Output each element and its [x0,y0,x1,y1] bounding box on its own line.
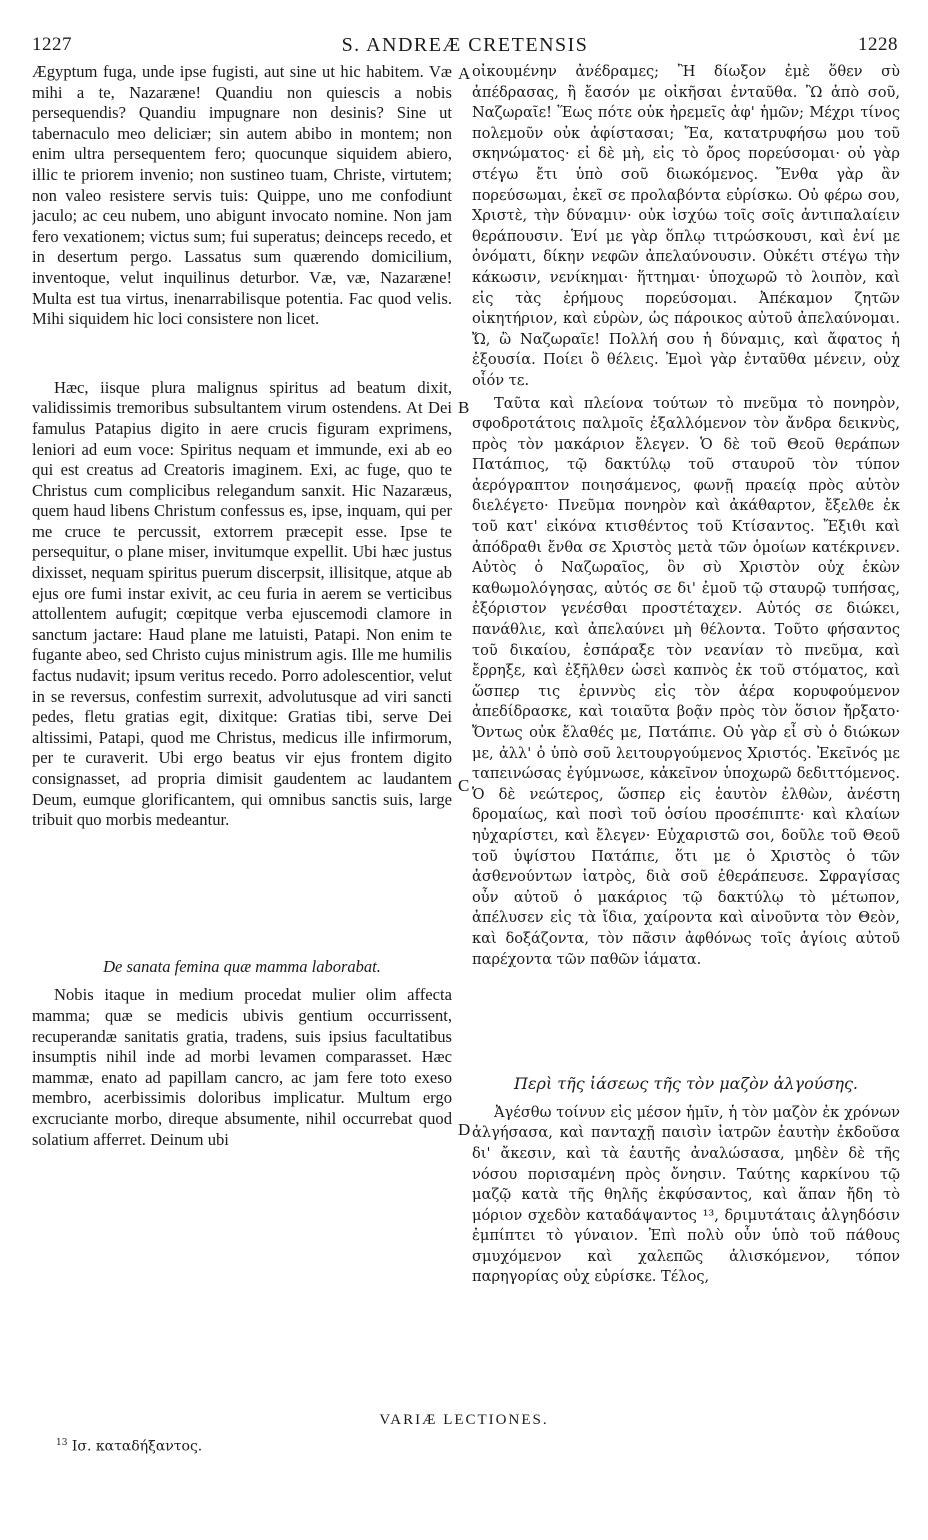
greek-paragraph-3: Ἀγέσθω τοίνυν εἰς μέσον ἡμῖν, ἡ τὸν μαζὸν ἐκ χρόνων ἀλγήσασα, καὶ πανταχῇ παισὶν ἰατρῶν ἑαυτὴν ἐκδοῦσα δι' ἄκεσιν, καὶ τὰ ἑαυτῆς ἀναλώσασα, μηδὲν δὲ τῆς νόσου πορισαμένη πρὸς ὄνησιν. Ταύτης καρκίνου τῷ μαζῷ κατὰ τῆς θηλῆς ἐκφύσαντος, καὶ ἅπαν ἤδη τὸ μόριον σχεδὸν καταδάψαντος ¹³, δριμυτάταις ἀλγηδόσιν ἐμπίπτει τὸ γύναιον. Ἐπὶ πολὺ οὖν ὑπὸ τοῦ πάθους σμυχόμενον καὶ χαλεπῶς ἁλισκόμενον, τόπον παρηγορίας οὐχ εὑρίσκε. Τέλος, [472,1103,900,1286]
running-title: S. ANDREÆ CRETENSIS [341,34,589,56]
latin-section-title: De sanata femina quæ mamma laborabat. [103,956,381,976]
latin-paragraph-1: Ægyptum fuga, unde ipse fugisti, aut sine ut hic habitem. Væ mihi a te, Nazaræne! Quandiu non quiescis a nobis persequendis? Quandiu impugnare non desinis? Sine ut tabernaculo meo deliciær; sin autem abibo in montem; non enim ultra persequentem fero; quocunque siquidem abiero, illic te priorem invenio; non sustineo tuam, Christe, virtutem; non valeo resistere servis tuis: Quippe, uno me confodiunt jaculo; ac ceu nubem, uno abigunt invocato nomine. Non jam fero vexationem; victus sum; fui superatus; deinceps recedo, et in desertum pergo. Lassatus sum quærendo domicilium, inventoque, velut inquilinus deturbor. Væ, væ, Nazaræne! Multa est tua virtus, inenarrabilisque potentia. Fac quod velis. Mihi siquidem hic loci consistere non licet. [32,62,452,329]
footnote [56,1438,202,1455]
page-header [32,30,898,58]
page-number-left: 1227 [32,34,72,55]
apparatus-title: VARIÆ LECTIONES. [379,1412,549,1428]
greek-paragraph-1: οἰκουμένην ἀνέδραμες; Ἢ δίωξον ἐμὲ ὅθεν σὺ ἀπέδρασας, ἢ ἔασόν με οἰκῆσαι ἐνταῦθα. Ὢ ἀπὸ σοῦ, Ναζωραῖε! Ἕως πότε οὐκ ἠρεμεῖς ἀφ' ἡμῶν; Μέχρι τίνος πολεμοῦν οὐκ ἀφίστασαι; Ἔα, κατατρυφήσω μου τοῦ σκηνώματος· εἰ δὲ μὴ, εἰς τὸ ὄρος πορεύσομαι· οὐ γὰρ στέγω ἔτι ὑπὸ σοῦ διωκόμενος. Ἔνθα γὰρ ἂν πορεύσωμαι, ἐκεῖ σε προλαβόντα εὑρίσκω. Οὐ φέρω σου, Χριστὲ, τὴν δύναμιν· οὐκ ἰσχύω τοῖς σοῖς ἀντιπαλαίειν θεράπουσιν. Ἑνί με γὰρ ὅπλῳ τιτρώσκουσι, καὶ ἑνί με ὀνόματι, δίκην νεφῶν ἀπελαύνουσιν. Οὐκέτι στέγω τὴν κάκωσιν, νενίκημαι· ἥττημαι· ὑποχωρῶ τὸ λοιπὸν, καὶ εἰς τὰς ἐρήμους πορεύσομαι. Ἀπέκαμον ζητῶν οἰκητήριον, καὶ εὑρὼν, ὡς πάροικος αὐτοῦ ἀπελαύνομαι. Ὤ, ὢ Ναζωραῖε! Πολλή σου ἡ δύναμις, καὶ ἄφατος ἡ ἐξουσία. Ποίει ὃ θέλεις. Ἐμοὶ γὰρ ἐνταῦθα μένειν, οὐχ οἷόν τε. [472,63,900,389]
margin-marker-a: A [458,64,471,83]
margin-marker-d: D [458,1120,471,1139]
latin-column [32,62,452,1400]
footnote-number: 13 [56,1438,68,1448]
footnote-text: Ισ. καταδήξαντος. [71,1438,203,1455]
latin-paragraph-3: Nobis itaque in medium procedat mulier olim affecta mamma; quæ se medicis ubivis gentium occurrissent, recuperandæ sanitatis gratia, tradens, suis ipsius facultatibus insumptis nihil inde ad morbi levamen comparasset. Hæc mammæ, enato ad papillam cancro, ac jam fere toto exeso membro, acerbissimis doloribus implicatur. Multum ergo excruciante morbo, direque absumente, nihil occurrebat quod solatium afferret. Deinum ubi [32,985,452,1149]
page-number-right: 1228 [858,34,898,55]
greek-column [472,62,900,1400]
margin-marker-c: C [458,776,470,795]
latin-paragraph-2: Hæc, iisque plura malignus spiritus ad beatum dixit, validissimis tremoribus subsultantem virum ostendens. At Dei famulus Patapius digito in aere crucis figuram exprimens, leniori ad eum voce: Spiritus nequam et immunde, exi ab eo qui est creatus ad Creatoris imaginem. Exi, ac fuge, quo te Christus cum complicibus relegandum sanxit. Hic Nazaræus, quem haud libens Christum confessus es, ipse, inquam, qui per me cruce te percussit, extorrem præcepit esse. Ipse te persequitur, o plane miser, invitumque expellit. Ubi hæc justus dixisset, nequam spiritus puerum discerpsit, illisitque, atque ab ejus ore fumi instar exivit, ac ceu furia in aerem se verticibus attollentem aufugit; cœpitque verba ejuscemodi clamore in sanctum jactare: Haud plane me latuisti, Patapi. Non enim te fugante abeo, sed Christo cujus ministrum agis. Ille me humilis factus nudavit; ipsum veritus recedo. Porro adolescentior, velut in se reversus, confestim surrexit, advolutusque ad viri sancti pedes, fletu gratias egit, dixitque: Gratias tibi, serve Dei altissimi, Patapi, quod me Christus, medicus ille infirmorum, per te curaverit. Ubi ergo beatus vir ejus frontem digito consignasset, ad propria dimisit gaudentem ac laudantem Deum, eumque glorificantem, qui omnibus sanctis suis, large tribuit quo morbis medeantur. [32,377,452,830]
margin-marker-b: B [458,398,470,417]
greek-paragraph-2: Ταῦτα καὶ πλείονα τούτων τὸ πνεῦμα τὸ πονηρὸν, σφοδροτάτοις παλμοῖς ἐξαλλόμενον τὸν ἄνδρα δεικνὺς, πρὸς τὸν μακάριον ἔλεγεν. Ὁ δὲ τοῦ Θεοῦ θεράπων Πατάπιος, τῷ δακτύλῳ τοῦ σταυροῦ τὸν τύπον ἀερόγραπτον ποιησάμενος, φωνῇ πραείᾳ πρὸς αὐτὸν διελέγετο· Πνεῦμα πονηρὸν καὶ ἀκάθαρτον, ἔξελθε ἐκ τοῦ κατ' εἰκόνα κτισθέντος τοῦ Κτίσαντος. Ἔξιθι καὶ ἀπόδραθι ἔνθα σε Χριστὸς μετὰ τῶν ὁμοίων κατέκρινεν. Αὐτὸς ὁ Ναζωραῖος, ὃν σὺ Χριστὸν οὐχ ἑκὼν καθωμολόγησας, αὐτός σε δι' ἐμοῦ τῷ σταυρῷ τυπήσας, ἐξόριστον γενέσθαι προστέταχεν. Αὐτός σε διώκει, πανάθλιε, καὶ ἀπελαύνει μὴ θέλοντα. Τοῦτο φήσαντος τοῦ δικαίου, ἐσπάραξε τὸν νεανίαν τὸ πνεῦμα, καὶ ἔρρηξε, καὶ ἐξῆλθεν ὡσεὶ καπνὸς ἐκ τοῦ στόματος, καὶ ὥσπερ τις ἐριννὺς εἰς τὸν ἀέρα κορυφούμενον ἀπεδίδρασκε, καὶ τοιαῦτα βοᾷν πρὸς τὸν ὅσιον ἤρξατο· Ὄντως οὐκ ἔλαθές με, Πατάπιε. Οὐ γὰρ εἶ σὺ ὁ διώκων με, ἀλλ' ὁ ὑπὸ σοῦ λειτουργούμενος Χριστός. Ἐκεῖνός με ταπεινώσας ἐγύμνωσε, κἀκεῖνον ὑποχωρῶ δεδιττόμενος. Ὁ δὲ νεώτερος, ὥσπερ εἰς ἑαυτὸν ἐλθὼν, ἀνέστη δρομαίως, καὶ ποσὶ τοῦ ὁσίου προσέπιπτε· καὶ κλαίων ηὐχαρίστει, καὶ ἔλεγεν· Εὐχαριστῶ σοι, δοῦλε τοῦ Θεοῦ τοῦ ὑψίστου Πατάπιε, ὅτι με ὁ Χριστὸς ὁ τῶν ἀσθενούντων ἰατρὸς, διὰ σοῦ ἐθεράπευσε. Σφραγίσας οὖν αὐτοῦ ὁ μακάριος τῷ δακτύλῳ τὸ μέτωπον, ἀπέλυσεν εἰς τὰ ἴδια, χαίροντα καὶ αἰνοῦντα τὸν Θεὸν, καὶ δοξάζοντα, τὸν πᾶσιν ἀφθόνως τοῖς ἁγίοις αὐτοῦ παρέχοντα τῶν παθῶν ἰάματα. [472,394,900,968]
greek-section-title: Περὶ τῆς ἰάσεως τῆς τὸν μαζὸν ἀλγούσης. [514,1074,858,1094]
